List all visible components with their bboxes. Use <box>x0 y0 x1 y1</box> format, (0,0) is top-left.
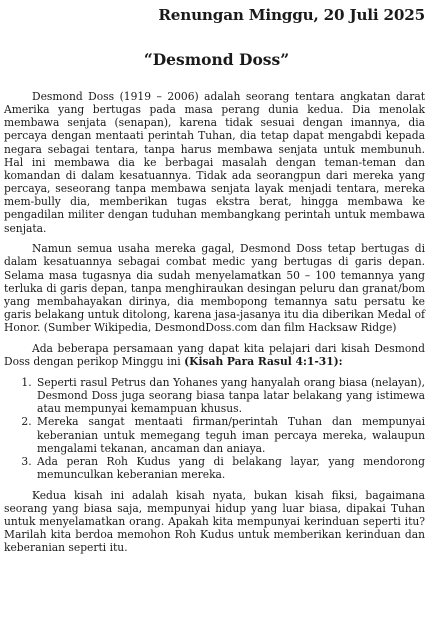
article-body <box>4 90 425 562</box>
paragraph-1: Desmond Doss (1919 – 2006) adalah seorang tentara angkatan darat Amerika yang bertugas pada masa perang dunia kedua. Dia menolak membawa senjata (senapan), karena tidak sesuai dengan imannya, dia percaya dengan mentaati perintah Tuhan, dia tetap dapat mengabdi kepada negara sebagai tentara, tanpa harus membawa senjata untuk membunuh. Hal ini membawa dia ke berbagai masalah dengan teman-teman dan komandan di dalam kesatuannya. Tidak ada seorangpun dari mereka yang percaya, seseorang tanpa membawa senjata layak menjadi tentara, mereka mem-bully dia, memberikan tugas ekstra berat, hingga membawa ke pengadilan militer dengan tuduhan membangkang perintah untuk membawa senjata. <box>4 90 425 235</box>
paragraph-2: Namun semua usaha mereka gagal, Desmond Doss tetap bertugas di dalam kesatuannya sebagai combat medic yang bertugas di garis depan. Selama masa tugasnya dia sudah menyelamatkan 50 – 100 temannya yang terluka di garis depan, tanpa menghiraukan desingan peluru dan granat/bom yang membahayakan dirinya, dia membopong temannya satu persatu ke garis belakang untuk ditolong, karena jasa-jasanya itu dia diberikan Medal of Honor. (Sumber Wikipedia, DesmondDoss.com dan film Hacksaw Ridge) <box>4 242 425 335</box>
list-item: 2. Mereka sangat mentaati firman/perintah Tuhan dan mempunyai keberanian untuk memegang teguh iman percaya mereka, walaupun mengalami tekanan, ancaman dan aniaya. <box>35 415 425 454</box>
list-item: 3. Ada peran Roh Kudus yang di belakang layar, yang mendorong memunculkan keberanian mereka. <box>35 455 425 481</box>
date-header: Renungan Minggu, 20 Juli 2025 <box>158 6 425 24</box>
comparison-list <box>4 376 425 481</box>
article-title: “Desmond Doss” <box>143 50 290 69</box>
paragraph-intro <box>4 342 425 368</box>
paragraph-closing: Kedua kisah ini adalah kisah nyata, bukan kisah fiksi, bagaimana seorang yang biasa saja, mempunyai hidup yang luar biasa, dipakai Tuhan untuk menyelamatkan orang. Apakah kita mempunyai kerinduan seperti itu? Marilah kita berdoa memohon Roh Kudus untuk memberikan kerinduan dan keberanian seperti itu. <box>4 488 425 555</box>
intro-text: Ada beberapa persamaan yang dapat kita pelajari dari kisah Desmond Doss dengan perikop Minggu ini <box>4 342 425 369</box>
scripture-reference: (Kisah Para Rasul 4:1-31): <box>184 355 343 369</box>
list-item: 1. Seperti rasul Petrus dan Yohanes yang hanyalah orang biasa (nelayan), Desmond Doss juga seorang biasa tanpa latar belakang yang istimewa atau mempunyai kemampuan khusus. <box>35 376 425 415</box>
